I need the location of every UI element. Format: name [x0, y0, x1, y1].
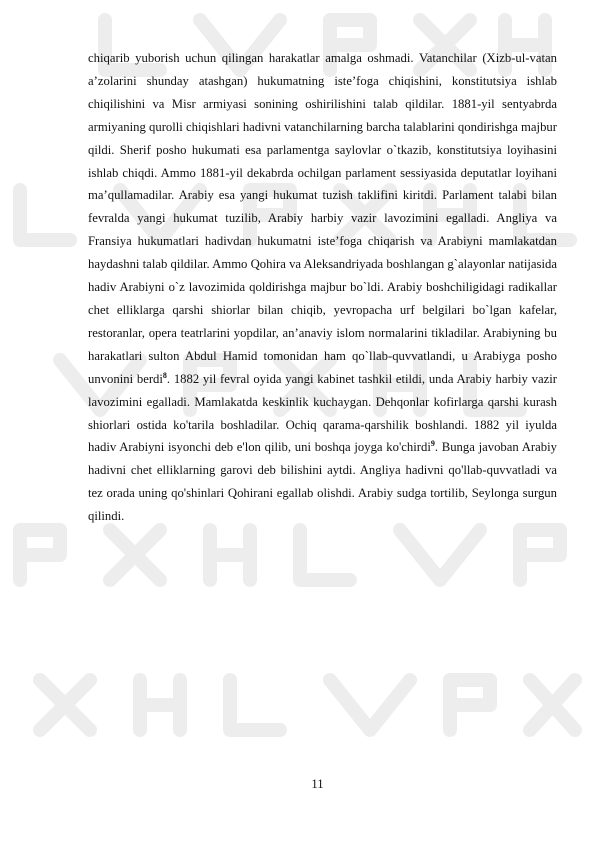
watermark-shape — [230, 680, 280, 730]
page-body — [88, 47, 557, 528]
paragraph-text-segment: . 1882 yil fevral oyida yangi kabinet tashkil etildi, unda Arabiy harbiy vazir lavozimini egalladi. Mamlakatda keskinlik kuchaygan. Dehqonlar kofirlarga qarshi kurash shiorlari ostida ko'tarila boshladilar. Ochiq qarama-qarshilik boshlandi. 1882 yil iyulda hadiv Arabiyni isyonchi deb e'lon qilib, uni boshqa joyga ko'chirdi — [88, 371, 557, 455]
watermark-shape — [40, 680, 90, 730]
body-paragraph — [88, 47, 557, 528]
watermark-shape — [520, 530, 560, 580]
watermark-shape — [110, 530, 160, 580]
watermark-shape — [300, 530, 350, 580]
watermark-shape — [140, 680, 180, 730]
page-number: 11 — [311, 777, 324, 791]
watermark-shape — [450, 680, 490, 730]
watermark-shape — [20, 530, 60, 580]
watermark-shape — [210, 530, 250, 580]
footnote-reference[interactable]: 8 — [162, 370, 167, 380]
watermark-shape — [530, 680, 575, 730]
paragraph-text-segment: chiqarib yuborish uchun qilingan harakatlar amalga oshmadi. Vatanchilar (Xizb-ul-vatan a’zolarini shunday atashgan) hukumatning iste’foga chiqishini, konstitutsiya ishlab chiqilishini va Misr armiyasi sonining oshirilishini talab qildilar. 1881-yil sentyabrda armiyaning qurolli chiqishlari hadivni vatanchilarning barcha talablarini qondirishga majbur qildi. Sherif posho hukumati esa parlamentga saylovlar o`tkazib, konstitutsiya loyihasini ishlab chiqdi. Ammo 1881-yil dekabrda ochilgan parlament sessiyasida deputatlar loyihani ma’qullamadilar. Arabiy esa yangi hukumat tuzish taklifini kiritdi. Parlament talabi bilan fevralda yangi hukumat tuzilib, Arabiy harbiy vazir lavozimini egalladi. Angliya va Fransiya hukumatlari hadivdan hukumatni iste’foga chiqarish va Arabiyni mamlakatdan haydashni talab qildilar. Ammo Qohira va Aleksandriyada boshlangan g`alayonlar natijasida hadiv Arabiyni o`z lavozimida qoldirishga majbur bo`ldi. Arabiy boshchiligidagi radikallar chet elliklarga qarshi shiorlar bilan chiqib, yevropacha urf belgilari bo`lgan kafelar, restoranlar, opera teatrlarini yopdilar, an’anaviy islom normalarini tikladilar. Arabiyning bu harakatlari sulton Abdul Hamid tomonidan ham qo`llab-quvvatlandi, u Arabiyga posho unvonini berdi — [88, 51, 557, 386]
watermark-shape — [330, 680, 410, 730]
watermark-shape — [400, 530, 480, 580]
watermark-shape — [20, 190, 70, 240]
paragraph-text-segment: . Bunga javoban Arabiy hadivni chet elliklarning garovi deb bilishini aytdi. Angliya hadivni qo'llab-quvvatladi va tez orada uning qo'shinlari Qohirani egallab olishdi. Arabiy sudga tortilib, Seylonga surgun qilindi. — [88, 440, 557, 524]
footnote-reference[interactable]: 9 — [430, 439, 435, 449]
